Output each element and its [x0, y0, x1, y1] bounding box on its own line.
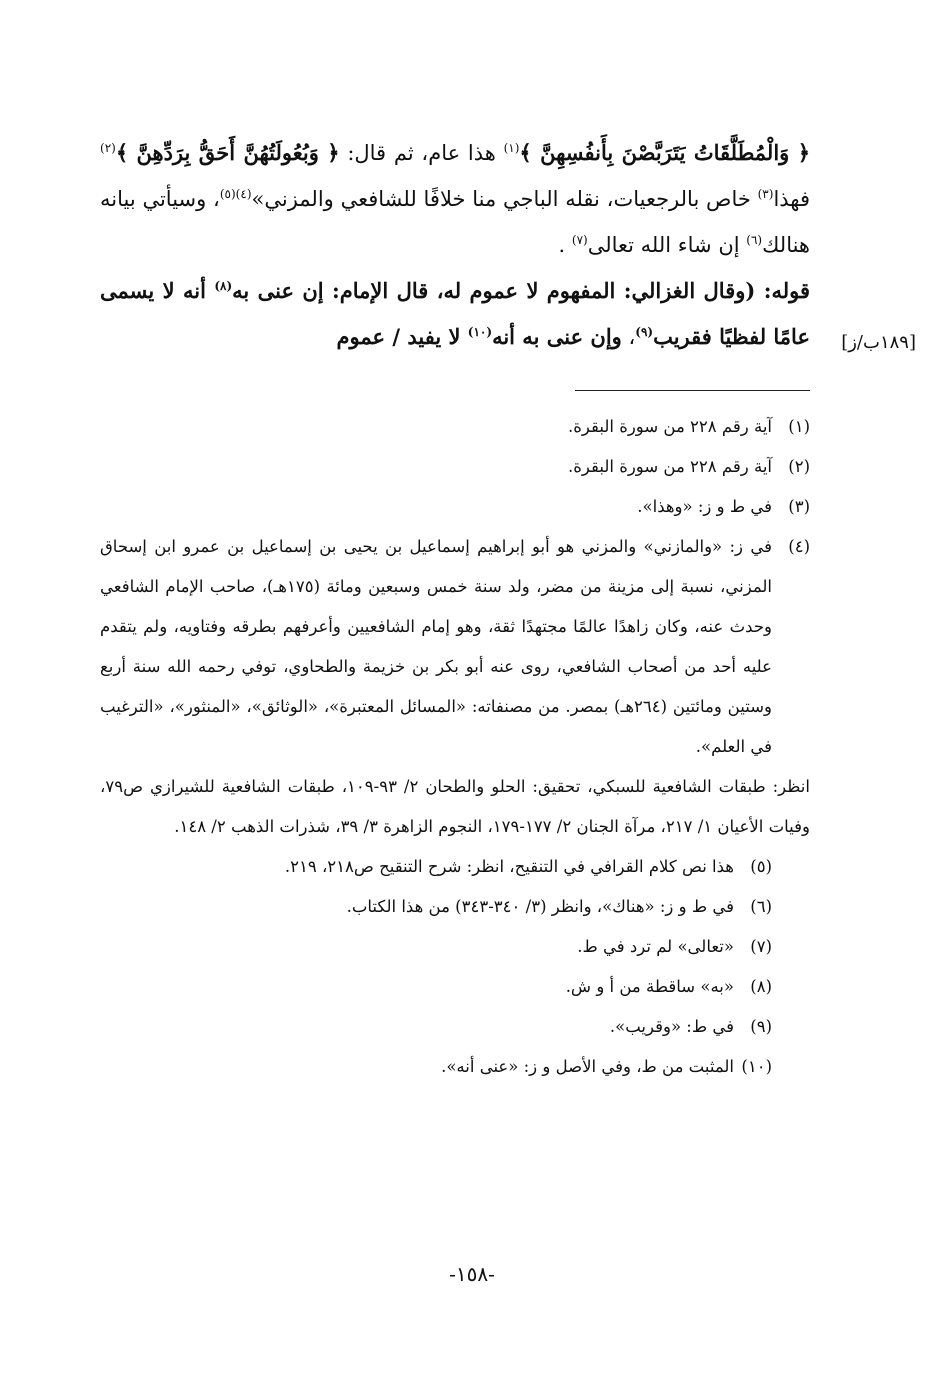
text-segment: وإن عنى به أنه	[492, 324, 622, 349]
text-segment: ،	[621, 325, 636, 349]
footnote-number: (٨)	[750, 977, 772, 996]
manuscript-margin-note: [١٨٩ب/ز]	[841, 332, 916, 353]
paragraph-2-wrap	[100, 268, 916, 360]
footnote-ref-5[interactable]: (٥)	[219, 187, 236, 201]
text-segment: إن شاء الله تعالى	[587, 233, 747, 257]
text-segment: .	[558, 233, 572, 257]
footnote	[100, 967, 810, 1007]
footnote-number: (٦)	[750, 897, 772, 916]
text-segment: خاص بالرجعيات، نقله الباجي منا خلافًا للشافعي والمزني»	[251, 187, 758, 211]
footnote-ref-9[interactable]: (٩)	[635, 325, 654, 339]
text-segment: ، وسيأتي بيانه هنالك	[100, 187, 810, 257]
quran-verse-2: ﴿ وَبُعُولَتُهُنَّ أَحَقُّ بِرَدِّهِنَّ ﴾	[115, 140, 340, 165]
main-text	[100, 130, 916, 360]
footnote-number: (٤)	[788, 537, 810, 556]
footnote-text: في ط: «وقريب».	[609, 1017, 734, 1036]
footnote-text: آية رقم ٢٢٨ من سورة البقرة.	[568, 457, 772, 476]
footnote	[100, 887, 810, 927]
text-segment: لا يفيد / عموم	[336, 324, 468, 349]
footnote-text: في ط و ز: «وهذا».	[637, 497, 772, 516]
footnote	[100, 407, 810, 447]
footnote-number: (٥)	[750, 857, 772, 876]
footnote-ref-1[interactable]: (١)	[503, 141, 520, 155]
text-segment: فهذا	[773, 187, 811, 211]
page-number: -١٥٨-	[449, 1262, 495, 1286]
footnote-ref-2[interactable]: (٢)	[100, 141, 116, 155]
text-segment: أنه لا يسمى عامًا لفظيًا فقريب	[100, 278, 810, 349]
footnote	[100, 1007, 810, 1047]
footnote-text: آية رقم ٢٢٨ من سورة البقرة.	[568, 417, 772, 436]
footnote-separator	[575, 390, 810, 391]
footnote	[100, 527, 810, 767]
footnote-text: المثبت من ط، وفي الأصل و ز: «عنى أنه».	[441, 1057, 734, 1076]
footnote	[100, 927, 810, 967]
paragraph-1	[100, 130, 810, 268]
footnote-ref-6[interactable]: (٦)	[746, 233, 763, 247]
footnote-text: هذا نص كلام القرافي في التنقيح، انظر: شرح التنقيح ص٢١٨، ٢١٩.	[284, 857, 734, 876]
footnote-references	[100, 767, 810, 847]
footnote-ref-8[interactable]: (٨)	[214, 279, 233, 293]
footnote	[100, 447, 810, 487]
footnote-number: (٢)	[788, 457, 810, 476]
footnote-text: في ط و ز: «هناك»، وانظر (٣/ ٣٤٠-٣٤٣) من هذا الكتاب.	[346, 897, 734, 916]
footnote-number: (١٠)	[741, 1057, 772, 1076]
quran-verse-1: ﴿ وَالْمُطَلَّقَاتُ يَتَرَبَّصْنَ بِأَنفُسِهِنَّ ﴾	[519, 140, 811, 165]
footnote-text: «به» ساقطة من أ و ش.	[565, 977, 734, 996]
footnote-text: في ز: «والمازني» والمزني هو أبو إبراهيم إسماعيل بن يحيى بن إسماعيل بن عمرو ابن إسحاق المزني، نسبة إلى مزينة من مضر، ولد سنة خمس وسبعين ومائة (١٧٥هـ)، صاحب الإمام الشافعي وحدث عنه، وكان زاهدًا عالمًا مجتهدًا ثقة، وهو إمام الشافعيين وأعرفهم بطرقه وفتاويه، ولم يتقدم عليه أحد من أصحاب الشافعي، روى عنه أبو بكر بن خزيمة والطحاوي، توفي رحمه الله سنة أربع وستين ومائتين (٢٦٤هـ) بمصر. من مصنفاته: «المسائل المعتبرة»، «الوثائق»، «المنثور»، «الترغيب في العلم».	[100, 537, 772, 756]
footnotes	[100, 407, 810, 1087]
footnote-ref-3[interactable]: (٣)	[757, 187, 774, 201]
footnote-text: «تعالى» لم ترد في ط.	[577, 937, 734, 956]
footnote	[100, 487, 810, 527]
footnote-ref-10[interactable]: (١٠)	[467, 325, 493, 339]
paragraph-2	[100, 268, 810, 360]
footnote-ref-7[interactable]: (٧)	[571, 233, 588, 247]
footnote-text: انظر: طبقات الشافعية للسبكي، تحقيق: الحلو والطحان ٢/ ٩٣-١٠٩، طبقات الشافعية للشيرازي ص٧٩، وفيات الأعيان ١/ ٢١٧، مرآة الجنان ٢/ ١٧٧-١٧٩، النجوم الزاهرة ٣/ ٣٩، شذرات الذهب ٢/ ١٤٨.	[100, 777, 810, 836]
text-segment: هذا عام، ثم قال:	[339, 141, 504, 165]
footnote-ref-4[interactable]: (٤)	[235, 187, 252, 201]
footnote-number: (١)	[788, 417, 810, 436]
footnote	[100, 847, 810, 887]
footnote-number: (٣)	[788, 497, 810, 516]
footnote-number: (٩)	[750, 1017, 772, 1036]
footnote-number: (٧)	[750, 937, 772, 956]
footnote	[100, 1047, 810, 1087]
text-segment: قوله: (وقال الغزالي: المفهوم لا عموم له، قال الإمام: إن عنى به	[232, 278, 811, 303]
page-content	[100, 130, 916, 1087]
